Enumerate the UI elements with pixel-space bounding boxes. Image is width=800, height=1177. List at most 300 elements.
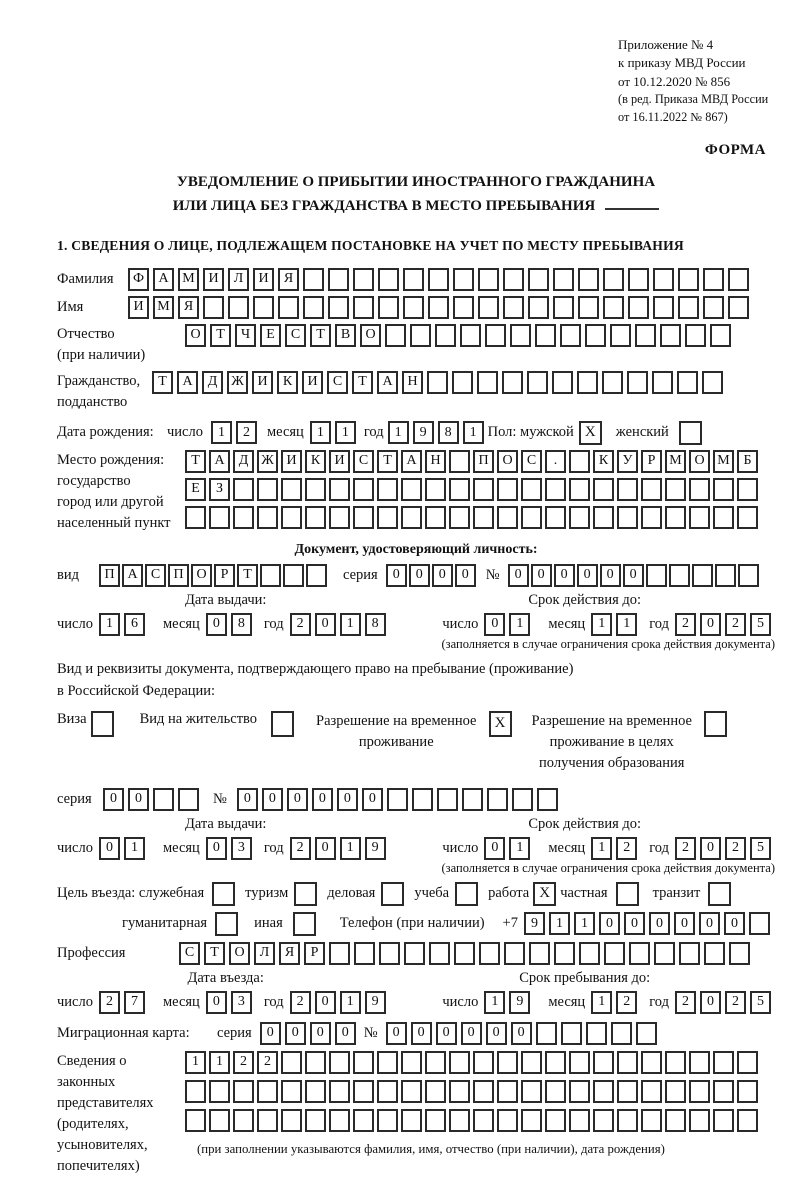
char-cell[interactable] (665, 1109, 686, 1132)
char-cell[interactable] (233, 1080, 254, 1103)
char-cell[interactable] (473, 1051, 494, 1074)
char-cell[interactable]: Т (352, 371, 373, 394)
char-cell[interactable] (353, 1080, 374, 1103)
char-cell[interactable] (521, 478, 542, 501)
char-cell[interactable] (737, 1051, 758, 1074)
sex-male-checkbox[interactable]: X (579, 421, 602, 445)
char-cell[interactable] (425, 1080, 446, 1103)
char-cell[interactable] (449, 506, 470, 529)
char-cell[interactable] (593, 1080, 614, 1103)
char-cell[interactable] (353, 1051, 374, 1074)
char-cell[interactable] (617, 478, 638, 501)
title-blank-line[interactable] (605, 196, 659, 210)
char-cell[interactable]: Е (185, 478, 206, 501)
char-cell[interactable] (689, 1051, 710, 1074)
char-cell[interactable]: 2 (99, 991, 120, 1014)
char-cell[interactable] (497, 506, 518, 529)
char-cell[interactable] (203, 296, 224, 319)
char-cell[interactable] (737, 1109, 758, 1132)
char-cell[interactable] (435, 324, 456, 347)
char-cell[interactable]: 0 (455, 564, 476, 587)
char-cell[interactable] (737, 478, 758, 501)
char-cell[interactable] (178, 788, 199, 811)
char-cell[interactable] (521, 1080, 542, 1103)
char-cell[interactable]: 2 (675, 613, 696, 636)
char-cell[interactable] (378, 268, 399, 291)
char-cell[interactable] (553, 296, 574, 319)
char-cell[interactable]: 0 (409, 564, 430, 587)
char-cell[interactable] (257, 1109, 278, 1132)
char-cell[interactable]: 2 (675, 837, 696, 860)
char-cell[interactable] (377, 1080, 398, 1103)
char-cell[interactable]: 0 (335, 1022, 356, 1045)
char-cell[interactable] (209, 506, 230, 529)
char-cell[interactable]: 0 (649, 912, 670, 935)
char-cell[interactable] (452, 371, 473, 394)
char-cell[interactable]: М (178, 268, 199, 291)
char-cell[interactable]: 0 (674, 912, 695, 935)
char-cell[interactable]: 1 (211, 421, 232, 444)
char-cell[interactable] (233, 478, 254, 501)
char-cell[interactable] (305, 1080, 326, 1103)
char-cell[interactable] (427, 371, 448, 394)
char-cell[interactable]: Т (204, 942, 225, 965)
char-cell[interactable]: О (360, 324, 381, 347)
char-cell[interactable]: 0 (315, 991, 336, 1014)
char-cell[interactable] (611, 1022, 632, 1045)
char-cell[interactable]: 0 (624, 912, 645, 935)
char-cell[interactable] (710, 324, 731, 347)
char-cell[interactable]: 5 (750, 837, 771, 860)
char-cell[interactable] (329, 478, 350, 501)
char-cell[interactable] (604, 942, 625, 965)
purpose-transit-checkbox[interactable] (708, 882, 731, 906)
char-cell[interactable]: 8 (231, 613, 252, 636)
char-cell[interactable] (713, 1109, 734, 1132)
char-cell[interactable] (281, 1051, 302, 1074)
char-cell[interactable] (425, 478, 446, 501)
char-cell[interactable]: 1 (616, 613, 637, 636)
char-cell[interactable]: 1 (335, 421, 356, 444)
char-cell[interactable] (728, 268, 749, 291)
char-cell[interactable] (281, 1109, 302, 1132)
char-cell[interactable]: П (168, 564, 189, 587)
char-cell[interactable]: М (153, 296, 174, 319)
char-cell[interactable] (569, 506, 590, 529)
char-cell[interactable] (453, 268, 474, 291)
char-cell[interactable] (536, 1022, 557, 1045)
char-cell[interactable]: 2 (725, 613, 746, 636)
char-cell[interactable] (578, 296, 599, 319)
char-cell[interactable]: М (713, 450, 734, 473)
char-cell[interactable] (449, 1109, 470, 1132)
char-cell[interactable]: 0 (432, 564, 453, 587)
char-cell[interactable]: П (99, 564, 120, 587)
char-cell[interactable]: З (209, 478, 230, 501)
char-cell[interactable]: 2 (257, 1051, 278, 1074)
char-cell[interactable]: 1 (509, 613, 530, 636)
char-cell[interactable]: А (177, 371, 198, 394)
char-cell[interactable]: Д (202, 371, 223, 394)
char-cell[interactable]: 0 (287, 788, 308, 811)
char-cell[interactable] (529, 942, 550, 965)
char-cell[interactable] (738, 564, 759, 587)
char-cell[interactable] (521, 1051, 542, 1074)
char-cell[interactable] (653, 268, 674, 291)
char-cell[interactable] (185, 506, 206, 529)
char-cell[interactable] (425, 506, 446, 529)
char-cell[interactable]: 0 (262, 788, 283, 811)
char-cell[interactable] (449, 450, 470, 473)
char-cell[interactable] (578, 268, 599, 291)
char-cell[interactable]: 0 (260, 1022, 281, 1045)
char-cell[interactable] (510, 324, 531, 347)
char-cell[interactable]: 3 (231, 837, 252, 860)
char-cell[interactable] (692, 564, 713, 587)
char-cell[interactable] (653, 296, 674, 319)
char-cell[interactable]: Н (402, 371, 423, 394)
char-cell[interactable]: 1 (388, 421, 409, 444)
char-cell[interactable]: 0 (724, 912, 745, 935)
char-cell[interactable]: . (545, 450, 566, 473)
char-cell[interactable] (503, 296, 524, 319)
char-cell[interactable]: 2 (616, 991, 637, 1014)
char-cell[interactable]: 0 (237, 788, 258, 811)
char-cell[interactable] (449, 1080, 470, 1103)
char-cell[interactable] (528, 268, 549, 291)
char-cell[interactable] (377, 506, 398, 529)
char-cell[interactable] (329, 1109, 350, 1132)
char-cell[interactable]: 0 (508, 564, 529, 587)
char-cell[interactable] (602, 371, 623, 394)
char-cell[interactable]: 5 (750, 613, 771, 636)
char-cell[interactable]: 0 (206, 837, 227, 860)
char-cell[interactable]: 1 (574, 912, 595, 935)
char-cell[interactable]: 8 (438, 421, 459, 444)
char-cell[interactable] (641, 1109, 662, 1132)
char-cell[interactable] (677, 371, 698, 394)
char-cell[interactable] (504, 942, 525, 965)
char-cell[interactable] (521, 506, 542, 529)
char-cell[interactable] (473, 1080, 494, 1103)
char-cell[interactable]: 1 (484, 991, 505, 1014)
char-cell[interactable] (737, 506, 758, 529)
char-cell[interactable] (545, 506, 566, 529)
char-cell[interactable] (281, 506, 302, 529)
char-cell[interactable]: 2 (236, 421, 257, 444)
char-cell[interactable] (379, 942, 400, 965)
char-cell[interactable]: И (203, 268, 224, 291)
char-cell[interactable]: 2 (616, 837, 637, 860)
char-cell[interactable]: Ч (235, 324, 256, 347)
char-cell[interactable]: 0 (484, 613, 505, 636)
char-cell[interactable] (305, 478, 326, 501)
char-cell[interactable] (629, 942, 650, 965)
char-cell[interactable] (353, 478, 374, 501)
char-cell[interactable] (329, 1051, 350, 1074)
char-cell[interactable] (569, 1080, 590, 1103)
char-cell[interactable]: Р (304, 942, 325, 965)
char-cell[interactable] (257, 1080, 278, 1103)
char-cell[interactable] (278, 296, 299, 319)
char-cell[interactable]: И (253, 268, 274, 291)
char-cell[interactable]: 0 (511, 1022, 532, 1045)
char-cell[interactable]: 0 (411, 1022, 432, 1045)
char-cell[interactable]: В (335, 324, 356, 347)
char-cell[interactable] (253, 296, 274, 319)
char-cell[interactable]: О (497, 450, 518, 473)
char-cell[interactable] (412, 788, 433, 811)
char-cell[interactable]: 2 (725, 837, 746, 860)
char-cell[interactable]: 1 (310, 421, 331, 444)
char-cell[interactable]: 1 (124, 837, 145, 860)
char-cell[interactable]: М (665, 450, 686, 473)
char-cell[interactable]: 9 (413, 421, 434, 444)
char-cell[interactable] (569, 1109, 590, 1132)
char-cell[interactable] (377, 478, 398, 501)
char-cell[interactable] (378, 296, 399, 319)
char-cell[interactable]: 2 (675, 991, 696, 1014)
char-cell[interactable] (387, 788, 408, 811)
char-cell[interactable]: 0 (312, 788, 333, 811)
char-cell[interactable]: 9 (524, 912, 545, 935)
char-cell[interactable]: 0 (531, 564, 552, 587)
char-cell[interactable] (652, 371, 673, 394)
char-cell[interactable] (560, 324, 581, 347)
char-cell[interactable] (646, 564, 667, 587)
char-cell[interactable] (628, 296, 649, 319)
char-cell[interactable] (329, 506, 350, 529)
char-cell[interactable] (473, 506, 494, 529)
char-cell[interactable] (553, 268, 574, 291)
char-cell[interactable]: И (329, 450, 350, 473)
char-cell[interactable]: 1 (209, 1051, 230, 1074)
char-cell[interactable] (185, 1109, 206, 1132)
char-cell[interactable]: О (229, 942, 250, 965)
char-cell[interactable] (569, 1051, 590, 1074)
char-cell[interactable] (478, 296, 499, 319)
char-cell[interactable]: 0 (461, 1022, 482, 1045)
char-cell[interactable] (329, 942, 350, 965)
char-cell[interactable] (579, 942, 600, 965)
char-cell[interactable] (497, 478, 518, 501)
char-cell[interactable] (401, 506, 422, 529)
char-cell[interactable] (713, 1080, 734, 1103)
char-cell[interactable]: 0 (206, 991, 227, 1014)
char-cell[interactable]: 0 (577, 564, 598, 587)
char-cell[interactable] (403, 296, 424, 319)
char-cell[interactable] (603, 296, 624, 319)
char-cell[interactable] (473, 1109, 494, 1132)
residence-permit-checkbox[interactable] (271, 711, 294, 737)
char-cell[interactable]: Н (425, 450, 446, 473)
char-cell[interactable]: У (617, 450, 638, 473)
char-cell[interactable]: Ж (257, 450, 278, 473)
char-cell[interactable] (713, 506, 734, 529)
char-cell[interactable] (545, 1051, 566, 1074)
char-cell[interactable] (665, 478, 686, 501)
char-cell[interactable] (577, 371, 598, 394)
char-cell[interactable] (593, 1051, 614, 1074)
char-cell[interactable]: С (145, 564, 166, 587)
char-cell[interactable]: А (401, 450, 422, 473)
char-cell[interactable] (328, 268, 349, 291)
char-cell[interactable]: 2 (290, 837, 311, 860)
char-cell[interactable]: 0 (128, 788, 149, 811)
char-cell[interactable] (728, 296, 749, 319)
char-cell[interactable]: Т (377, 450, 398, 473)
char-cell[interactable] (454, 942, 475, 965)
char-cell[interactable] (627, 371, 648, 394)
char-cell[interactable]: Т (310, 324, 331, 347)
char-cell[interactable]: 1 (340, 991, 361, 1014)
char-cell[interactable]: 2 (290, 613, 311, 636)
char-cell[interactable] (209, 1080, 230, 1103)
char-cell[interactable]: 1 (591, 613, 612, 636)
char-cell[interactable] (617, 506, 638, 529)
char-cell[interactable]: 0 (206, 613, 227, 636)
char-cell[interactable]: Д (233, 450, 254, 473)
char-cell[interactable] (425, 1109, 446, 1132)
char-cell[interactable] (401, 1051, 422, 1074)
char-cell[interactable] (303, 268, 324, 291)
char-cell[interactable]: 2 (233, 1051, 254, 1074)
char-cell[interactable] (329, 1080, 350, 1103)
char-cell[interactable] (635, 324, 656, 347)
char-cell[interactable]: А (153, 268, 174, 291)
char-cell[interactable] (233, 1109, 254, 1132)
char-cell[interactable]: Б (737, 450, 758, 473)
char-cell[interactable] (737, 1080, 758, 1103)
purpose-other-checkbox[interactable] (293, 912, 316, 936)
char-cell[interactable]: 8 (365, 613, 386, 636)
char-cell[interactable] (401, 1109, 422, 1132)
char-cell[interactable] (353, 296, 374, 319)
char-cell[interactable] (353, 268, 374, 291)
char-cell[interactable]: 1 (185, 1051, 206, 1074)
char-cell[interactable]: Я (178, 296, 199, 319)
char-cell[interactable] (497, 1109, 518, 1132)
char-cell[interactable] (704, 942, 725, 965)
char-cell[interactable]: И (252, 371, 273, 394)
char-cell[interactable]: 0 (699, 912, 720, 935)
char-cell[interactable] (209, 1109, 230, 1132)
char-cell[interactable]: 6 (124, 613, 145, 636)
char-cell[interactable] (586, 1022, 607, 1045)
char-cell[interactable] (449, 478, 470, 501)
char-cell[interactable] (689, 1080, 710, 1103)
char-cell[interactable] (713, 1051, 734, 1074)
char-cell[interactable]: Я (279, 942, 300, 965)
char-cell[interactable] (328, 296, 349, 319)
char-cell[interactable]: 1 (340, 613, 361, 636)
char-cell[interactable]: 0 (599, 912, 620, 935)
char-cell[interactable]: 0 (700, 613, 721, 636)
char-cell[interactable] (617, 1051, 638, 1074)
char-cell[interactable]: К (593, 450, 614, 473)
char-cell[interactable]: 0 (103, 788, 124, 811)
char-cell[interactable] (385, 324, 406, 347)
temp-residence-edu-checkbox[interactable] (704, 711, 727, 737)
char-cell[interactable]: 1 (463, 421, 484, 444)
char-cell[interactable] (403, 268, 424, 291)
char-cell[interactable] (689, 1109, 710, 1132)
char-cell[interactable] (428, 268, 449, 291)
char-cell[interactable] (669, 564, 690, 587)
char-cell[interactable] (303, 296, 324, 319)
char-cell[interactable] (437, 788, 458, 811)
char-cell[interactable]: 0 (315, 613, 336, 636)
char-cell[interactable] (502, 371, 523, 394)
char-cell[interactable] (665, 1051, 686, 1074)
char-cell[interactable]: 0 (386, 1022, 407, 1045)
char-cell[interactable] (641, 1051, 662, 1074)
char-cell[interactable] (185, 1080, 206, 1103)
char-cell[interactable] (305, 1051, 326, 1074)
char-cell[interactable] (636, 1022, 657, 1045)
char-cell[interactable] (453, 296, 474, 319)
char-cell[interactable]: Р (214, 564, 235, 587)
char-cell[interactable]: К (277, 371, 298, 394)
char-cell[interactable] (233, 506, 254, 529)
char-cell[interactable]: 0 (623, 564, 644, 587)
char-cell[interactable] (654, 942, 675, 965)
char-cell[interactable] (660, 324, 681, 347)
char-cell[interactable]: Ж (227, 371, 248, 394)
char-cell[interactable] (377, 1109, 398, 1132)
char-cell[interactable] (377, 1051, 398, 1074)
char-cell[interactable]: О (185, 324, 206, 347)
char-cell[interactable] (487, 788, 508, 811)
char-cell[interactable]: Т (185, 450, 206, 473)
char-cell[interactable]: С (521, 450, 542, 473)
char-cell[interactable]: 1 (549, 912, 570, 935)
char-cell[interactable] (473, 478, 494, 501)
char-cell[interactable]: 1 (591, 991, 612, 1014)
char-cell[interactable] (593, 1109, 614, 1132)
char-cell[interactable]: Л (228, 268, 249, 291)
char-cell[interactable]: 0 (700, 991, 721, 1014)
char-cell[interactable] (425, 1051, 446, 1074)
char-cell[interactable]: 0 (362, 788, 383, 811)
char-cell[interactable] (477, 371, 498, 394)
char-cell[interactable] (702, 371, 723, 394)
char-cell[interactable]: О (191, 564, 212, 587)
char-cell[interactable] (537, 788, 558, 811)
char-cell[interactable] (603, 268, 624, 291)
char-cell[interactable]: Ф (128, 268, 149, 291)
char-cell[interactable] (749, 912, 770, 935)
char-cell[interactable] (257, 506, 278, 529)
char-cell[interactable] (260, 564, 281, 587)
purpose-humanitarian-checkbox[interactable] (215, 912, 238, 936)
char-cell[interactable] (561, 1022, 582, 1045)
char-cell[interactable] (401, 478, 422, 501)
char-cell[interactable] (545, 1080, 566, 1103)
char-cell[interactable]: С (327, 371, 348, 394)
char-cell[interactable] (478, 268, 499, 291)
char-cell[interactable] (593, 506, 614, 529)
char-cell[interactable] (689, 478, 710, 501)
char-cell[interactable]: Л (254, 942, 275, 965)
char-cell[interactable] (281, 1080, 302, 1103)
char-cell[interactable] (713, 478, 734, 501)
char-cell[interactable] (305, 1109, 326, 1132)
char-cell[interactable] (306, 564, 327, 587)
char-cell[interactable]: 1 (509, 837, 530, 860)
char-cell[interactable] (428, 296, 449, 319)
char-cell[interactable] (228, 296, 249, 319)
